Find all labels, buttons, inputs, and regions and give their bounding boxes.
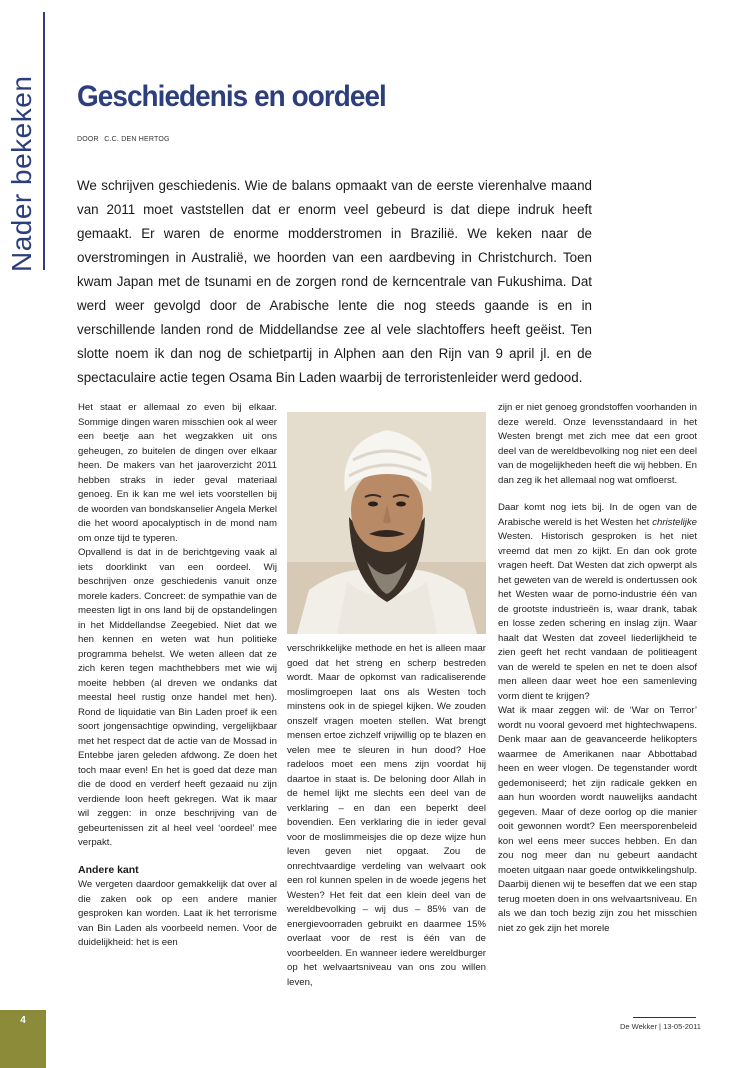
column-3-paragraph-2-italic: christelijke <box>652 516 697 528</box>
column-1-paragraph-2: Opvallend is dat in de berichtgeving vaak al iets doorklinkt van een oordeel. Wij beschrijven onze geschiedenis vanuit onze morele kaders. Concreet: de sympathie van de meesten ligt in ons land bij de opstandelingen in het Middellandse Zeegebied. Niet dat we hen kennen en weten wat hun politieke programma behelst. We weten alleen dat ze zich keren tegen machthebbers met wie wij moeite hebben (al dreven we ondanks dat meestal heel rustig onze handel met hen). Rond de liquidatie van Bin Laden proef ik een soort jongensachtige opwinding, vergelijkbaar met het respect dat de actie van de Mossad in Entebbe jaren geleden afdwong. Ze doen het toch maar even! En het is goed dat deze man die de dood en verderf heeft gezaaid nu zijn verdiende loon heeft gekregen. Wat ik maar wil zeggen: in onze beschrijving van de gebeurtenissen zit al heel veel ‘oordeel’ mee verpakt. <box>78 547 277 848</box>
column-3-paragraph-1: zijn er niet genoeg grondstoffen voorhanden in deze wereld. Onze levensstandaard in het Westen brengt met zich mee dat een groot deel van de wereldbevolking nog niet een deel van de mogelijkheden heeft die wij hebben. En dan zeg ik het allemaal nog wat omfloerst. <box>498 402 697 486</box>
column-3-paragraph-2 <box>498 501 697 704</box>
column-3 <box>498 401 697 936</box>
section-label: Nader bekeken <box>6 75 37 272</box>
intro-paragraph: We schrijven geschiedenis. Wie de balans opmaakt van de eerste vierenhalve maand van 2011 moet vaststellen dat er enorm veel gebeurd is dat diepe indruk heeft gemaakt. Er waren de enorme modderstromen in Brazilië. We keken naar de overstromingen in Australië, we hoorden van een aardbeving in Christchurch. Toen kwam Japan met de tsunami en de zorgen rond de kerncentrale van Fukushima. Dat werd weer gevolgd door de Arabische lente die nog steeds gaande is en in verschillende landen rond de Middellandse zee al vele slachtoffers heeft geëist. Ten slotte noem ik dan nog de schietpartij in Alphen aan den Rijn van 9 april jl. en de spectaculaire actie tegen Osama Bin Laden waarbij de terroristenleider werd gedood. <box>77 178 592 385</box>
byline <box>77 134 170 143</box>
column-1-paragraph-1: Het staat er allemaal zo even bij elkaar. Sommige dingen waren misschien ook al weer een beetje aan het wegzakken uit ons geheugen, zo buitelen de dingen over elkaar heen. De makers van het jaaroverzicht 2011 hebben straks in ieder geval materiaal genoeg. En ik kan me wel iets voorstellen bij de woorden van bondskanselier Angela Merkel die het woord apocalyptisch in de mond nam om onze tijd te typeren. <box>78 402 277 544</box>
article-title: Geschiedenis en oordeel <box>77 80 386 113</box>
column-2-paragraph-1: verschrikkelijke methode en het is alleen maar goed dat het streng en scherp bestreden wordt. Maar de opkomst van radicaliserende moslimgroepen laat ons als Westen toch minstens ook in de spiegel kijken. We zouden onszelf vragen moeten stellen. Wat brengt mensen ertoe zichzelf vrijwillig op te blazen en velen mee te sleuren in hun dood? Hoe radeloos moet een mens zijn voordat hij daartoe in staat is. De beloning door Allah in de hemel lijkt me slechts een deel van de verklaring – en dan een beperkt deel bovendien. Een verklaring die in ieder geval voor de moslimmeisjes die op deze wijze hun leven geven niet opgaat. Zou de onrechtvaardige verdeling van welvaart ook een rol kunnen spelen in de woede jegens het Westen? Het feit dat een klein deel van de wereldbevolking – wij dus – 85% van de energievoorraden gebruikt en daarmee 15% overlaat voor de rest is één van de voorbeelden. En wanneer iedere wereldburger op het welvaartsniveau van ons zou willen leven, <box>287 643 486 988</box>
side-rule <box>43 12 45 270</box>
footer-rule <box>633 1017 696 1018</box>
column-3-paragraph-2-start: Daar komt nog iets bij. In de ogen van de Arabische wereld is het Westen het <box>498 502 697 528</box>
column-1-paragraph-3: We vergeten daardoor gemakkelijk dat over al die zaken ook op een andere manier gesproken kan worden. Laat ik het terrorisme van Bin Laden als voorbeeld nemen. Voor de duidelijkheid: het is een <box>78 879 277 948</box>
byline-prefix: DOOR <box>77 136 99 143</box>
page-number: 4 <box>20 1015 26 1026</box>
footer-publication: De Wekker | 13-05-2011 <box>620 1022 701 1031</box>
byline-author: C.C. DEN HERTOG <box>104 136 170 143</box>
column-2 <box>287 642 486 990</box>
portrait-photo <box>287 412 486 634</box>
column-3-paragraph-2-end: Westen. Historisch gesproken is het niet vreemd dat men zo kijkt. En dan ook grote vragen heeft. Dat Westen dat zich opwerpt als het geweten van de wereld is ondertussen ook het Westen waar de porno-industrie één van de grootste industrieën is, waar drank, tabak en losse zeden schering en inslag zijn. Waar haalt dat Westen dat zoveel liederlijkheid te zien geeft het recht vandaan de politieagent van de wereld te spelen en net te doen alsof men alleen daar weet hoe een samenleving vorm dient te krijgen? <box>498 531 697 702</box>
column-3-paragraph-3: Wat ik maar zeggen wil: de ‘War on Terror’ wordt nu vooral gevoerd met hightechwapens. Denk maar aan de geavanceerde helikopters waarmee de Amerikanen naar Abbottabad heen en weer vlogen. De tegenstander wordt gedemoniseerd; het zijn radicale gekken en aan hun woorden wordt nauwelijks aandacht gegeven. Maar of deze oorlog op die manier ooit gewonnen wordt? Een meersporenbeleid kon wel eens meer succes hebben. En dan zou nog meer dan nu gebeurt aandacht moeten uitgaan naar goede ontwikkelingshulp. Daarbij dienen wij te beseffen dat we een stap terug moeten doen in ons welvaartsniveau. En als we dan toch bezig zijn zou het misschien niet zo gek zijn het morele <box>498 705 697 934</box>
portrait-illustration <box>287 412 486 634</box>
column-1 <box>78 401 277 951</box>
subheading-andere-kant: Andere kant <box>78 863 139 876</box>
